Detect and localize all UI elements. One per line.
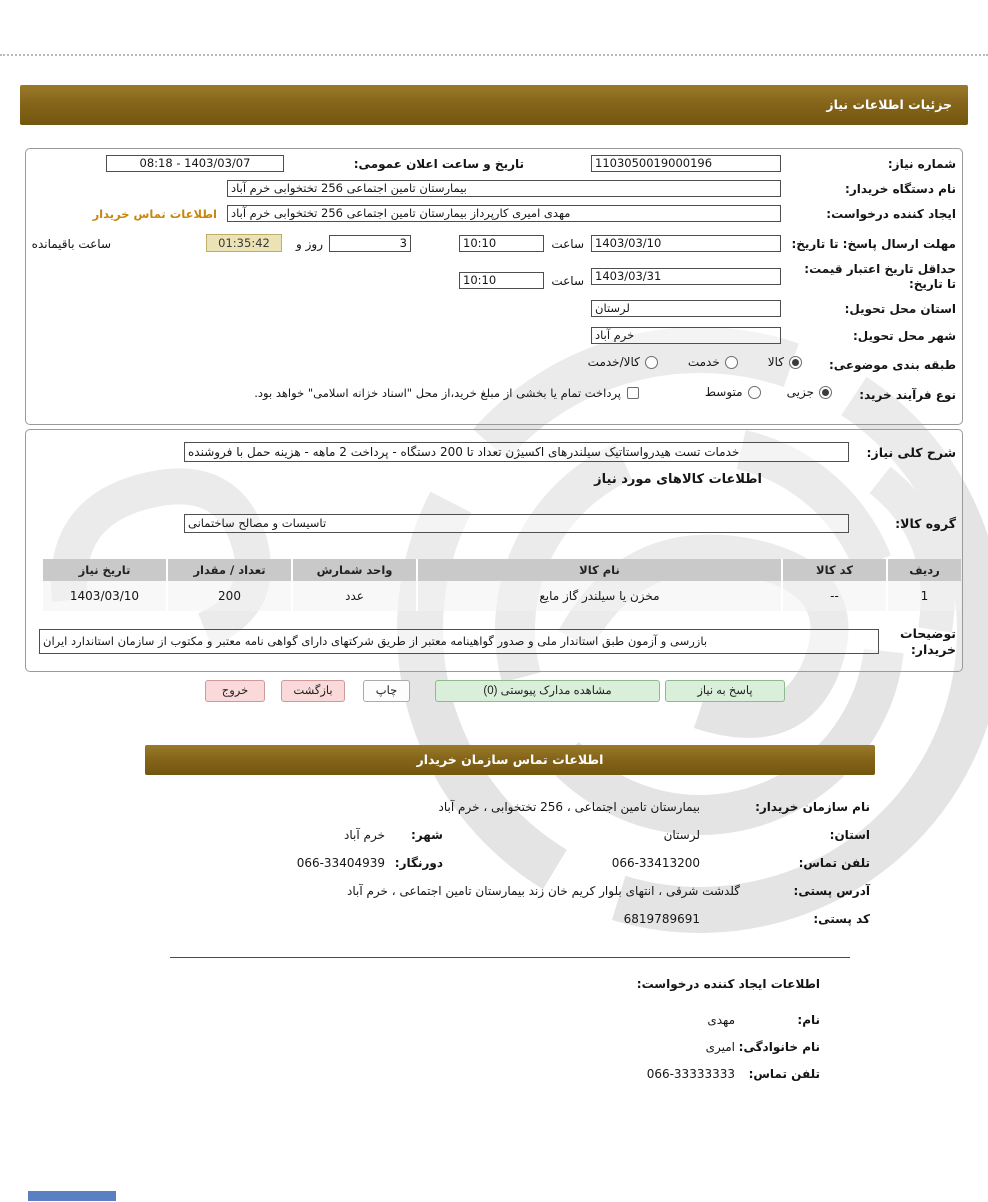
treasury-payment-checkbox[interactable]	[627, 387, 639, 399]
remaining-time-counter: 01:35:42	[206, 234, 282, 252]
radio-goods[interactable]	[768, 355, 802, 369]
response-deadline-label: مهلت ارسال پاسخ: تا تاریخ:	[791, 237, 956, 251]
radio-medium-label: متوسط	[704, 385, 743, 399]
print-button[interactable]: چاپ	[363, 680, 410, 702]
request-creator-label: ایجاد کننده درخواست:	[826, 207, 956, 221]
deadline-days-label: روز و	[296, 237, 323, 251]
exit-button[interactable]: خروج	[205, 680, 265, 702]
deadline-date-field[interactable]: 1403/03/10	[591, 235, 781, 252]
radio-goods-service-icon	[645, 356, 658, 369]
radio-service[interactable]	[688, 355, 738, 369]
page-title-bar	[20, 85, 968, 125]
respond-to-need-button[interactable]: پاسخ به نیاز	[665, 680, 785, 702]
need-description-field[interactable]: خدمات تست هیدرواستاتیک سیلندرهای اکسیژن تعداد تا 200 دستگاه - پرداخت 2 ماهه - هزینه حمل با فروشنده	[184, 442, 849, 462]
price-validity-time-field[interactable]: 10:10	[459, 272, 544, 289]
radio-goods-icon	[789, 356, 802, 369]
treasury-payment-label: پرداخت تمام یا بخشی از مبلغ خرید،از محل "اسناد خزانه اسلامی" خواهد بود.	[254, 386, 621, 400]
need-info-panel	[25, 148, 963, 425]
col-header-need-date: تاریخ نیاز	[41, 559, 166, 581]
cell-goods-code: --	[781, 581, 886, 611]
creator-last-name-value: امیری	[705, 1040, 735, 1054]
creator-phone-label: تلفن تماس:	[748, 1067, 820, 1081]
back-button[interactable]: بازگشت	[281, 680, 345, 702]
contact-city-label: شهر:	[411, 828, 443, 842]
radio-service-icon	[725, 356, 738, 369]
postal-code-label: کد پستی:	[813, 912, 870, 926]
buyer-org-field[interactable]: بیمارستان تامین اجتماعی 256 تختخوابی خرم آباد	[227, 180, 781, 197]
contact-address-value: گلدشت شرقی ، انتهای بلوار کریم خان زند بیمارستان تامین اجتماعی ، خرم آباد	[346, 884, 740, 898]
subject-classification-label: طبقه بندی موضوعی:	[828, 358, 956, 372]
need-description-label: شرح کلی نیاز:	[866, 445, 956, 460]
radio-service-label: خدمت	[687, 355, 720, 369]
cell-row-number: 1	[886, 581, 961, 611]
creator-phone-value: 066-33333333	[646, 1067, 735, 1081]
deadline-hour-label: ساعت	[551, 237, 584, 251]
radio-goods-label: کالا	[767, 355, 784, 369]
radio-medium-icon	[748, 386, 761, 399]
price-validity-label: حداقل تاریخ اعتبار قیمت: تا تاریخ:	[804, 262, 956, 292]
buyer-notes-label: توضیحات خریدار:	[900, 626, 956, 657]
cell-need-date: 1403/03/10	[41, 581, 166, 611]
purchase-process-group	[705, 385, 832, 399]
remaining-time-label: ساعت باقیمانده	[31, 237, 111, 251]
delivery-province-label: استان محل تحویل:	[844, 302, 956, 316]
announce-datetime-field[interactable]: 08:18 - 1403/03/07	[106, 155, 284, 172]
contact-phone-value: 066-33413200	[611, 856, 700, 870]
price-validity-hour-label: ساعت	[551, 274, 584, 288]
radio-minor-icon	[819, 386, 832, 399]
creator-last-name-label: نام خانوادگی:	[738, 1040, 820, 1054]
deadline-time-field[interactable]: 10:10	[459, 235, 544, 252]
subject-classification-group	[588, 355, 802, 369]
announce-datetime-label: تاریخ و ساعت اعلان عمومی:	[353, 157, 524, 171]
contact-phone-label: تلفن تماس:	[798, 856, 870, 870]
buyer-org-label: نام دستگاه خریدار:	[845, 182, 956, 196]
radio-minor[interactable]	[787, 385, 832, 399]
price-validity-date-field[interactable]: 1403/03/31	[591, 268, 781, 285]
buyer-contact-title-bar	[145, 745, 875, 775]
cell-goods-name: مخزن یا سیلندر گاز مایع	[416, 581, 781, 611]
contact-address-label: آدرس پستی:	[793, 884, 870, 898]
deadline-days-field[interactable]: 3	[329, 235, 411, 252]
buyer-contact-title: اطلاعات تماس سازمان خریدار	[416, 752, 604, 767]
treasury-payment-row	[254, 386, 639, 400]
buyer-notes-field[interactable]: بازرسی و آزمون طبق استاندار ملی و صدور گواهینامه معتبر از طریق شرکتهای دارای گواهی نامه معتبر و مکتوب از سازمان استاندارد ایران	[39, 629, 879, 654]
view-attachments-button[interactable]: مشاهده مدارک پیوستی (0)	[435, 680, 660, 702]
delivery-city-field[interactable]: خرم آباد	[591, 327, 781, 344]
col-header-row-number: ردیف	[886, 559, 961, 581]
col-header-goods-name: نام کالا	[416, 559, 781, 581]
required-goods-heading: اطلاعات کالاهای مورد نیاز	[594, 472, 762, 487]
contact-fax-label: دورنگار:	[394, 856, 443, 870]
need-number-label: شماره نیاز:	[887, 157, 956, 171]
radio-goods-service-label: کالا/خدمت	[587, 355, 640, 369]
contact-province-value: لرستان	[663, 828, 700, 842]
creator-first-name-label: نام:	[797, 1013, 820, 1027]
contact-city-value: خرم آباد	[344, 828, 385, 842]
need-number-field[interactable]: 1103050019000196	[591, 155, 781, 172]
top-divider	[0, 54, 988, 56]
page-title: جزئیات اطلاعات نیاز	[826, 97, 952, 112]
radio-medium[interactable]	[705, 385, 761, 399]
contact-fax-value: 066-33404939	[296, 856, 385, 870]
purchase-process-label: نوع فرآیند خرید:	[859, 388, 956, 402]
postal-code-value: 6819789691	[623, 912, 700, 926]
org-name-value: بیمارستان تامین اجتماعی ، 256 تختخوابی ، خرم آباد	[438, 800, 700, 814]
col-header-goods-code: کد کالا	[781, 559, 886, 581]
goods-table	[41, 559, 961, 611]
buyer-contact-link[interactable]: اطلاعات تماس خریدار	[92, 207, 217, 221]
footer-bar	[28, 1191, 116, 1201]
radio-minor-label: جزیی	[786, 385, 814, 399]
col-header-unit: واحد شمارش	[291, 559, 416, 581]
creator-first-name-value: مهدی	[707, 1013, 735, 1027]
org-name-label: نام سازمان خریدار:	[755, 800, 870, 814]
goods-group-field[interactable]: تاسیسات و مصالح ساختمانی	[184, 514, 849, 533]
creator-info-heading: اطلاعات ایجاد کننده درخواست:	[636, 977, 820, 991]
contact-province-label: استان:	[829, 828, 870, 842]
cell-quantity: 200	[166, 581, 291, 611]
delivery-province-field[interactable]: لرستان	[591, 300, 781, 317]
goods-group-label: گروه کالا:	[895, 516, 956, 531]
goods-info-panel	[25, 429, 963, 672]
col-header-quantity: تعداد / مقدار	[166, 559, 291, 581]
cell-unit: عدد	[291, 581, 416, 611]
request-creator-field[interactable]: مهدی امیری کارپرداز بیمارستان تامین اجتماعی 256 تختخوابی خرم آباد	[227, 205, 781, 222]
delivery-city-label: شهر محل تحویل:	[852, 329, 956, 343]
radio-goods-service[interactable]	[588, 355, 658, 369]
contact-section-divider	[170, 957, 850, 958]
